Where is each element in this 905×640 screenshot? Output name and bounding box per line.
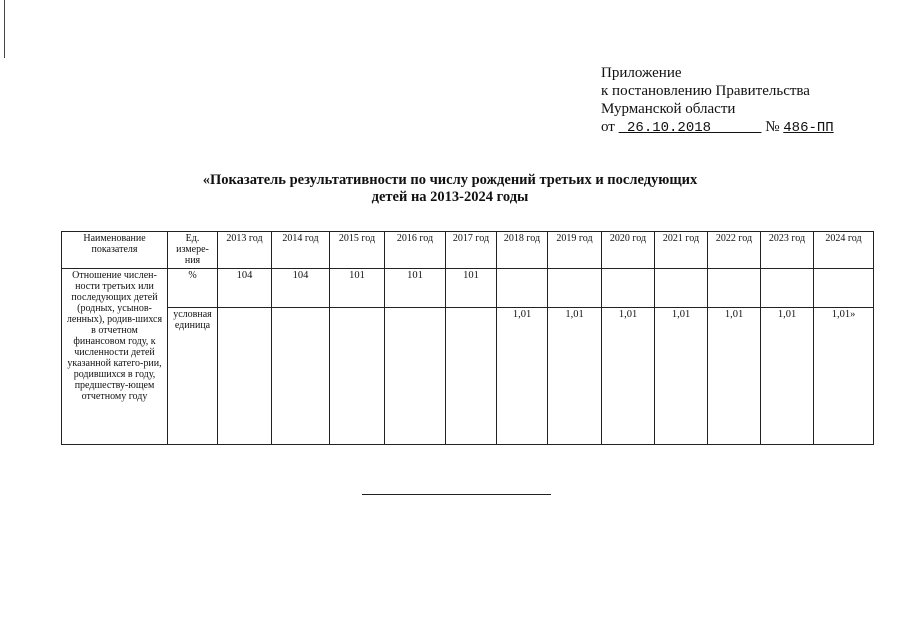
value-cell	[497, 269, 548, 308]
value-cell: 1,01»	[814, 308, 874, 445]
value-cell: 101	[330, 269, 385, 308]
appendix-block	[601, 64, 871, 137]
value-cell: 1,01	[761, 308, 814, 445]
resolution-number: 486-ПП	[783, 120, 834, 136]
value-cell: 101	[385, 269, 446, 308]
header-cell: 2024 год	[814, 232, 874, 269]
header-cell: 2019 год	[548, 232, 602, 269]
document-title	[170, 172, 730, 206]
title-line-2: детей на 2013-2024 годы	[371, 189, 529, 205]
header-cell: 2016 год	[385, 232, 446, 269]
value-cell	[446, 308, 497, 445]
value-cell: 1,01	[548, 308, 602, 445]
header-cell: 2022 год	[708, 232, 761, 269]
value-cell	[655, 269, 708, 308]
header-cell: 2021 год	[655, 232, 708, 269]
header-cell: Наименование показателя	[62, 232, 168, 269]
appendix-line-3: Мурманской области	[601, 101, 736, 117]
value-cell	[761, 269, 814, 308]
indicator-name-cell: Отношение числен-ности третьих или последующих детей (родных, усынов-ленных), родив-шихся в отчетном финансовом году, к численности детей указанной катего-рии, родившихся в году, предшеству-ющем отчетному году	[62, 269, 168, 445]
value-cell: 104	[218, 269, 272, 308]
value-cell: 1,01	[655, 308, 708, 445]
header-cell: Ед. измере-ния	[168, 232, 218, 269]
value-cell	[708, 269, 761, 308]
indicator-table	[61, 231, 874, 445]
appendix-line-1: Приложение	[601, 65, 682, 81]
value-cell	[548, 269, 602, 308]
value-cell	[218, 308, 272, 445]
header-cell: 2015 год	[330, 232, 385, 269]
header-cell: 2014 год	[272, 232, 330, 269]
unit-cell: %	[168, 269, 218, 308]
number-prefix: №	[765, 119, 780, 135]
value-cell	[602, 269, 655, 308]
header-cell: 2018 год	[497, 232, 548, 269]
value-cell	[272, 308, 330, 445]
unit-cell: условная единица	[168, 308, 218, 445]
header-cell: 2017 год	[446, 232, 497, 269]
table-row	[62, 308, 874, 445]
header-cell: 2020 год	[602, 232, 655, 269]
date-prefix: от	[601, 119, 615, 135]
value-cell	[385, 308, 446, 445]
title-line-1: «Показатель результативности по числу рождений третьих и последующих	[202, 172, 698, 188]
value-cell: 101	[446, 269, 497, 308]
value-cell: 104	[272, 269, 330, 308]
value-cell: 1,01	[602, 308, 655, 445]
closing-rule	[362, 494, 551, 495]
header-cell: 2013 год	[218, 232, 272, 269]
value-cell	[330, 308, 385, 445]
table-row	[62, 269, 874, 308]
value-cell: 1,01	[497, 308, 548, 445]
header-cell: 2023 год	[761, 232, 814, 269]
value-cell: 1,01	[708, 308, 761, 445]
value-cell	[814, 269, 874, 308]
header-row	[62, 232, 874, 269]
resolution-date: 26.10.2018	[627, 120, 712, 136]
appendix-date-line	[601, 118, 871, 137]
left-margin-rule	[4, 0, 5, 58]
appendix-line-2: к постановлению Правительства	[601, 83, 810, 99]
